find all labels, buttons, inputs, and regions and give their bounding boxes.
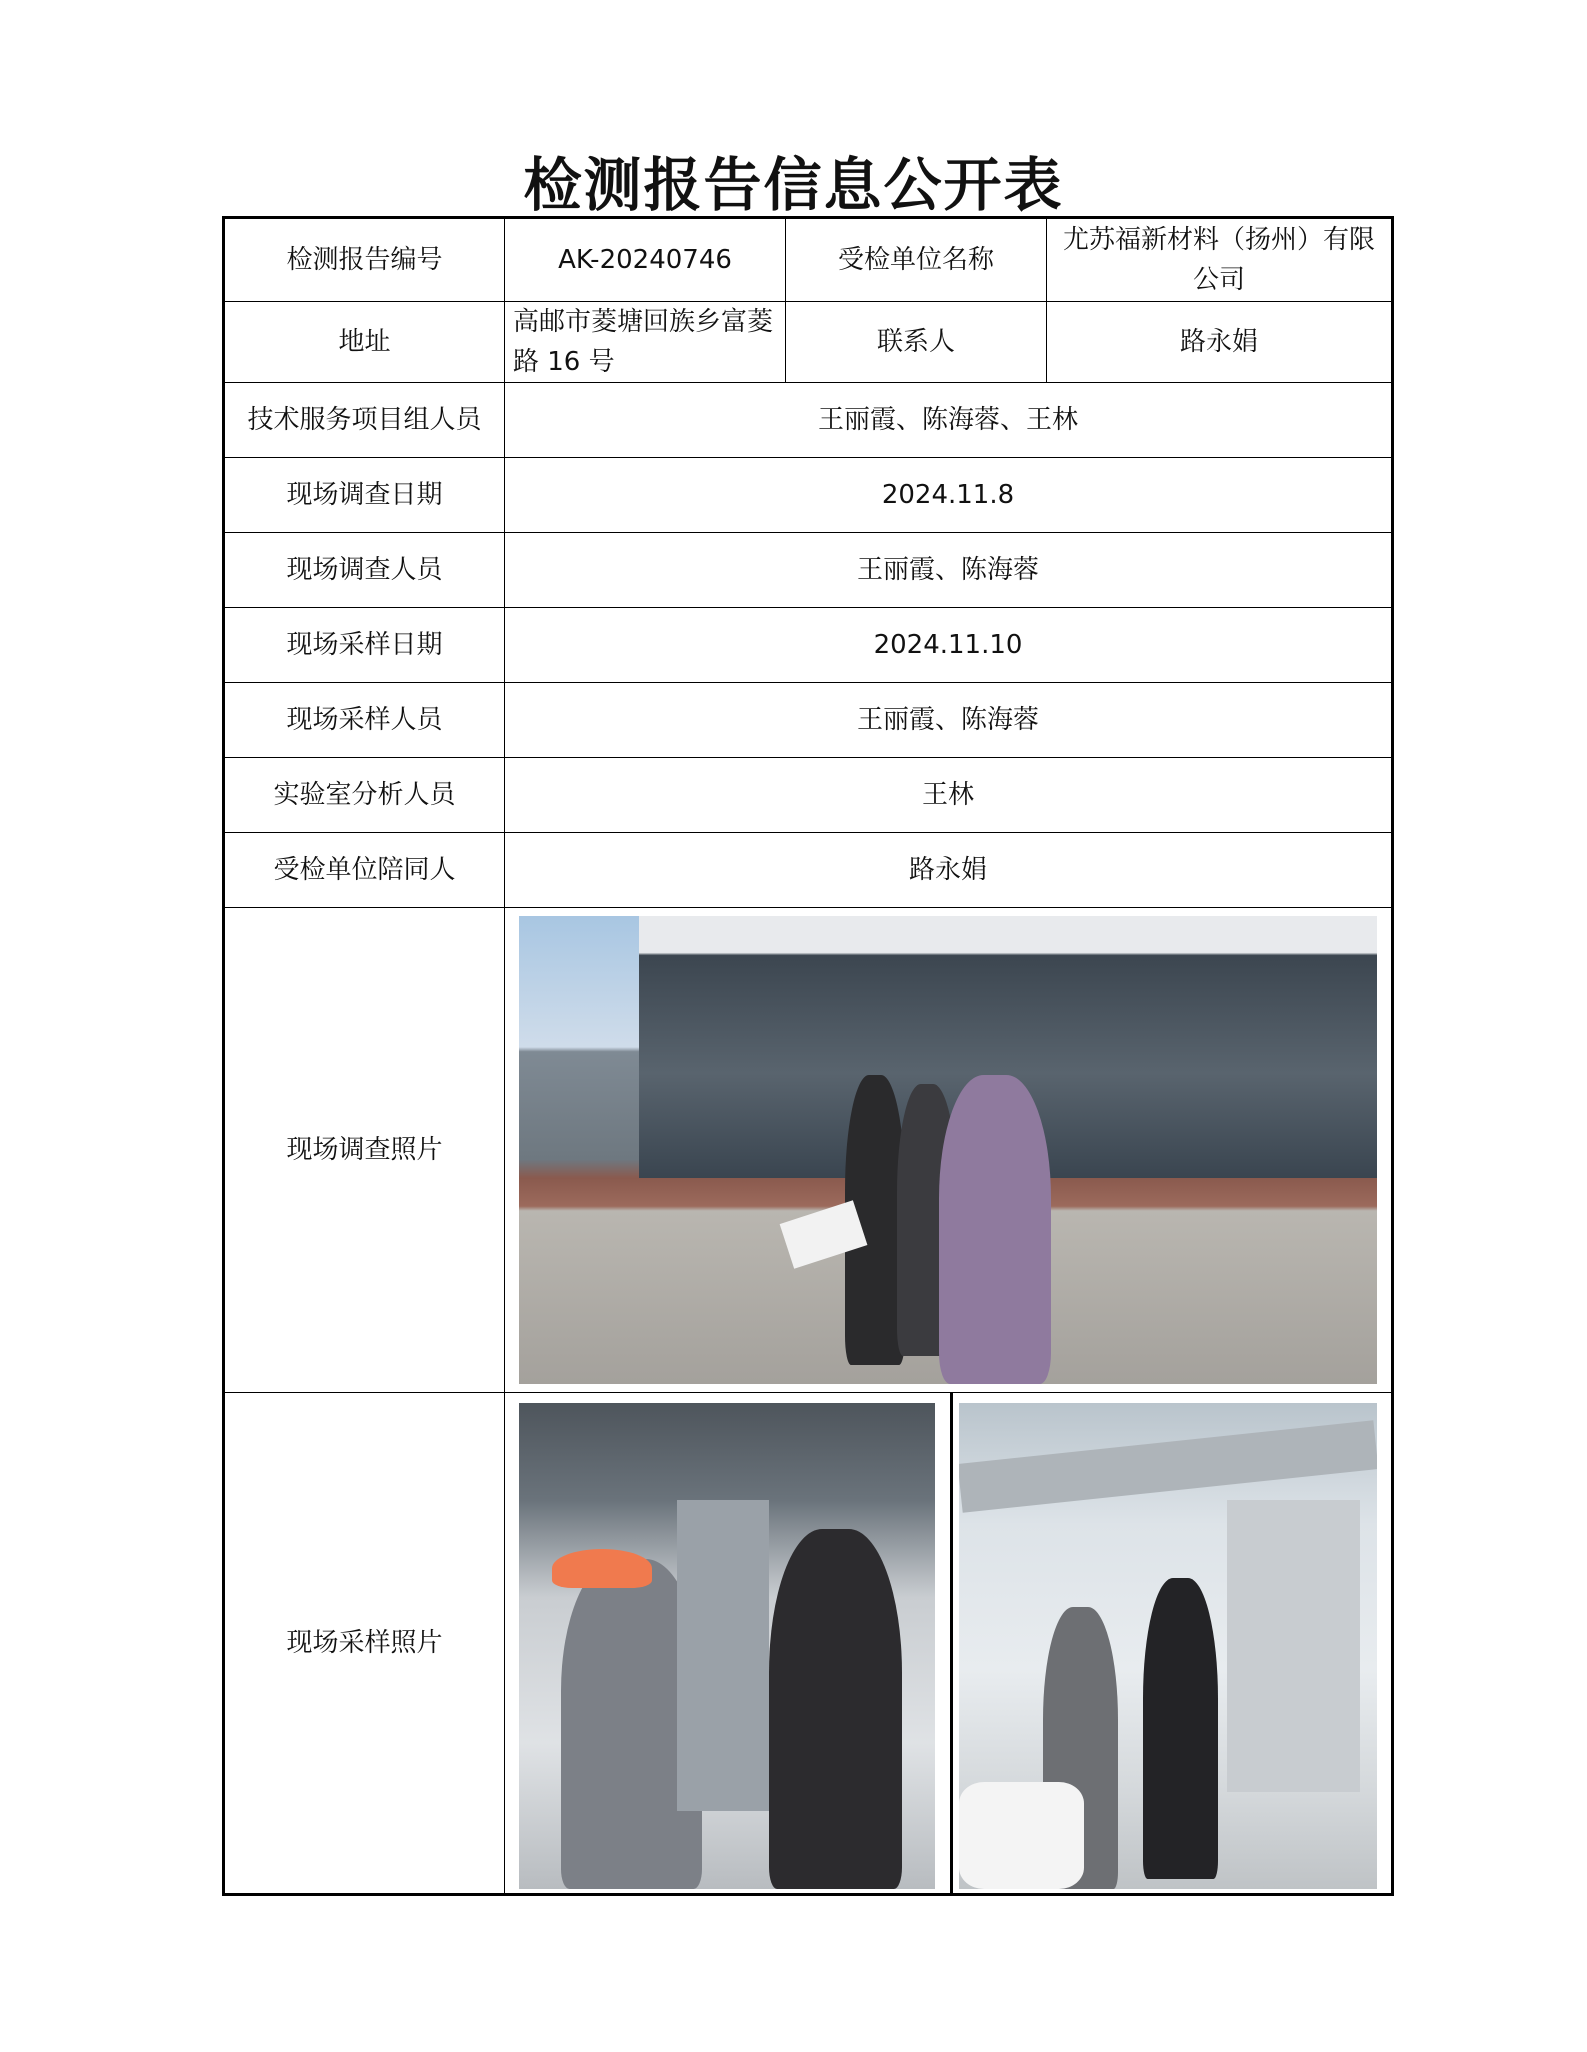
table-row [224, 608, 1393, 683]
lab-staff-label: 实验室分析人员 [224, 758, 505, 833]
address-label: 地址 [224, 302, 505, 383]
sampling-staff-value: 王丽霞、陈海蓉 [505, 683, 1393, 758]
cap-shape [552, 1549, 652, 1588]
survey-date-label: 现场调查日期 [224, 458, 505, 533]
table-row [224, 833, 1393, 908]
unit-name-label: 受检单位名称 [786, 218, 1047, 302]
spools-shape [959, 1782, 1084, 1889]
sampling-photo-right [959, 1403, 1377, 1889]
table-row [224, 1393, 1393, 1895]
duct-shape [959, 1420, 1377, 1512]
lab-staff-value: 王林 [505, 758, 1393, 833]
sampling-photo-left [519, 1403, 935, 1889]
page-title: 检测报告信息公开表 [523, 151, 1064, 219]
person-figure [939, 1075, 1051, 1384]
sampling-staff-label: 现场采样人员 [224, 683, 505, 758]
survey-photo-label: 现场调查照片 [224, 908, 505, 1393]
report-no-value: AK-20240746 [505, 218, 786, 302]
team-label: 技术服务项目组人员 [224, 383, 505, 458]
machine-shape [677, 1500, 769, 1811]
survey-photo [519, 916, 1377, 1384]
table-row [224, 533, 1393, 608]
person-figure [769, 1529, 902, 1889]
table-row [224, 218, 1393, 302]
table-row [224, 908, 1393, 1393]
sampling-photo-cell [505, 1393, 1393, 1895]
machine-shape [1227, 1500, 1361, 1792]
table-row [224, 458, 1393, 533]
sampling-photo-label: 现场采样照片 [224, 1393, 505, 1895]
contact-label: 联系人 [786, 302, 1047, 383]
address-value: 高邮市菱塘回族乡富菱路 16 号 [505, 302, 786, 383]
survey-staff-value: 王丽霞、陈海蓉 [505, 533, 1393, 608]
report-table [222, 216, 1394, 1896]
photo-divider [950, 1393, 953, 1893]
sampling-date-label: 现场采样日期 [224, 608, 505, 683]
report-no-label: 检测报告编号 [224, 218, 505, 302]
survey-photo-cell [505, 908, 1393, 1393]
person-figure [1143, 1578, 1218, 1879]
unit-name-value: 尤苏福新材料（扬州）有限公司 [1047, 218, 1393, 302]
table-row [224, 383, 1393, 458]
table-row [224, 683, 1393, 758]
escort-label: 受检单位陪同人 [224, 833, 505, 908]
team-value: 王丽霞、陈海蓉、王林 [505, 383, 1393, 458]
table-row [224, 758, 1393, 833]
survey-date-value: 2024.11.8 [505, 458, 1393, 533]
contact-value: 路永娟 [1047, 302, 1393, 383]
sampling-date-value: 2024.11.10 [505, 608, 1393, 683]
escort-value: 路永娟 [505, 833, 1393, 908]
survey-staff-label: 现场调查人员 [224, 533, 505, 608]
table-row [224, 302, 1393, 383]
